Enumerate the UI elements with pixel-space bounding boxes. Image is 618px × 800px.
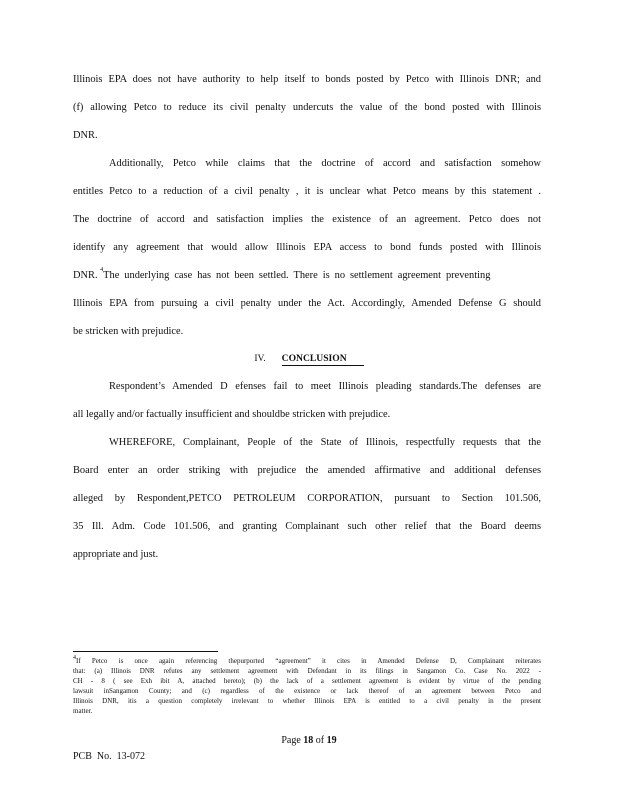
footnote-line [73,657,541,666]
body-text-line: Board enter an order striking with prejudice the amended affirmative and additional defenses [73,465,541,476]
case-number: PCB No. 13-072 [73,751,145,762]
body-text-line: alleged by Respondent,PETCO PETROLEUM CORPORATION, pursuant to Section 101.506, [73,493,541,504]
footnote-marker: 4 [73,655,76,661]
footnote-line: CH - 8 ( see Exh ibit A, attached hereto); (b) the lack of a settlement agreement is evident by virtue of the pending [73,677,541,685]
body-text-line: The doctrine of accord and satisfaction implies the existence of an agreement. Petco does not [73,214,541,225]
body-text-line [73,269,541,282]
body-text-fragment: The underlying case has not been settled. There is no settlement agreement preventing [103,270,491,281]
body-text-line: Illinois EPA does not have authority to help itself to bonds posted by Petco with Illinois DNR; and [73,74,541,85]
section-number: IV. [254,353,266,364]
body-text-line: Illinois EPA from pursuing a civil penalty under the Act. Accordingly, Amended Defense G should [73,298,541,309]
body-text-line: 35 Ill. Adm. Code 101.506, and granting Complainant such other relief that the Board deems [73,521,541,532]
body-text-line: entitles Petco to a reduction of a civil penalty , it is unclear what Petco means by this statement . [73,186,541,197]
body-text-line: Additionally, Petco while claims that the doctrine of accord and satisfaction somehow [109,158,541,169]
footnote-line: Illinois DNR, itis a question completely irrelevant to whether Illinois EPA is entitled to a civil penalty in the present [73,697,541,705]
current-page: 18 [303,735,314,746]
body-text-line: WHEREFORE, Complainant, People of the State of Illinois, respectfully requests that the [109,437,541,448]
body-text-line: all legally and/or factually insufficient and shouldbe stricken with prejudice. [73,409,391,420]
footnote-text: If Petco is once again referencing thepurported “agreement” it cites in Amended Defense D, Complainant reiterates [76,657,541,665]
footnote-reference: 4 [100,267,104,273]
body-text-line: (f) allowing Petco to reduce its civil penalty undercuts the value of the bond posted with Illinois [73,102,541,113]
body-text-line: DNR. [73,130,98,141]
total-pages: 19 [326,735,337,746]
section-heading [0,353,618,366]
footnote-line: matter. [73,707,93,715]
page-number [0,735,618,746]
body-text-line: be stricken with prejudice. [73,326,184,337]
page-of-label: of [315,735,325,746]
section-title: CONCLUSION [282,353,364,366]
body-text-line: appropriate and just. [73,549,159,560]
body-text-fragment: DNR. [73,270,98,281]
footnote-line: lawsuit inSangamon County; and (c) regardless of the existence or lack thereof of an agreement between Petco and [73,687,541,695]
footnote-separator [73,651,218,652]
body-text-line: identify any agreement that would allow Illinois EPA access to bond funds posted with Illinois [73,242,541,253]
body-text-line: Respondent’s Amended D efenses fail to meet Illinois pleading standards.The defenses are [109,381,541,392]
page-label: Page [281,735,301,746]
footnote-line: that: (a) Illinois DNR refutes any settlement agreement with Defendant in its filings in Sangamon Co. Case No. 2022 - [73,667,541,675]
